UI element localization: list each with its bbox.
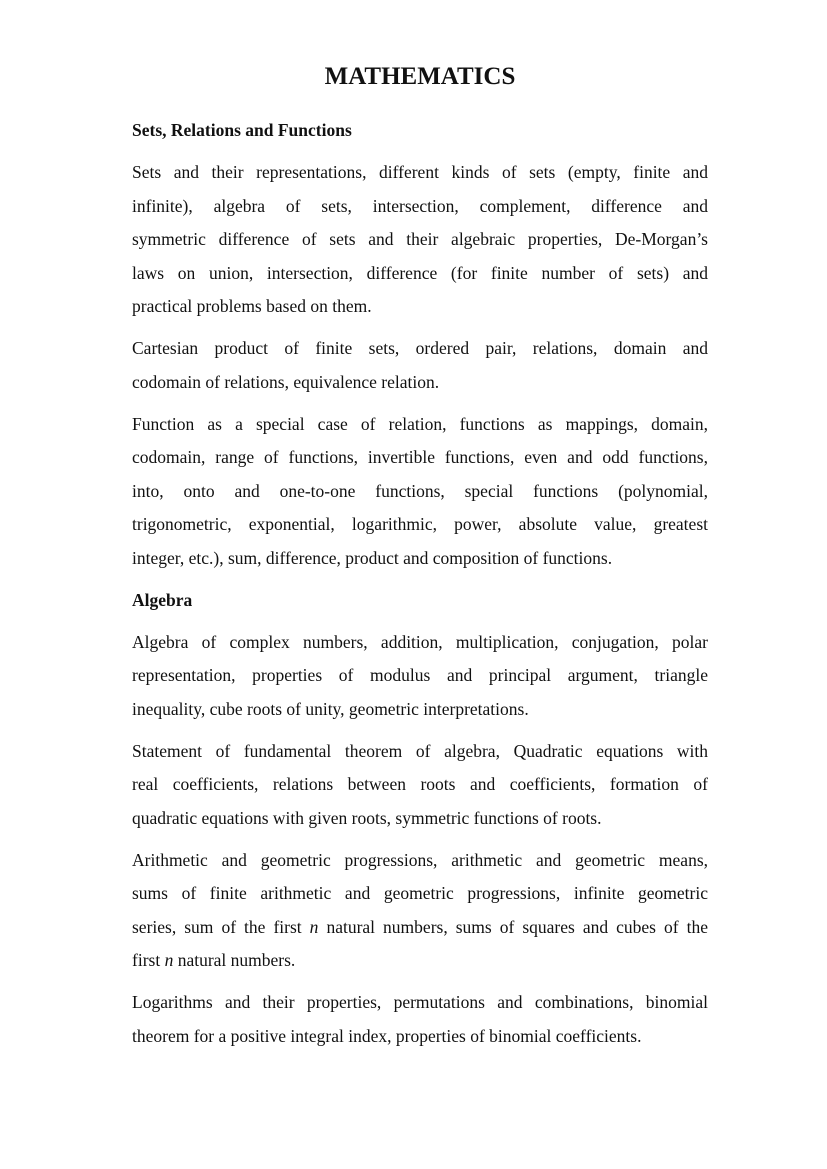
text-line: real coefficients, relations between roots and coefficients, formation of [132,774,708,794]
text-line: inequality, cube roots of unity, geometric interpretations. [132,698,529,719]
paragraph [132,986,708,1053]
sections [132,114,708,1053]
paragraph [132,844,708,978]
text-line: codomain, range of functions, invertible functions, even and odd functions, [132,447,708,467]
text-line: Sets and their representations, different kinds of sets (empty, finite and [132,162,708,182]
text-line: Algebra of complex numbers, addition, multiplication, conjugation, polar [132,631,708,652]
paragraph [132,332,708,399]
text-line: theorem for a positive integral index, properties of binomial coefficients. [132,1025,642,1046]
text-line: Statement of fundamental theorem of algebra, Quadratic equations with [132,740,708,761]
text-line: practical problems based on them. [132,296,372,316]
text-line: Logarithms and their properties, permutations and combinations, binomial [132,992,708,1012]
paragraph [132,156,708,324]
text-line: into, onto and one-to-one functions, special functions (polynomial, [132,480,708,501]
paragraph [132,626,708,727]
text-line: quadratic equations with given roots, symmetric functions of roots. [132,807,602,828]
text-line: infinite), algebra of sets, intersection, complement, difference and [132,195,708,216]
section-heading: Sets, Relations and Functions [132,120,352,140]
text-line: Cartesian product of finite sets, ordered pair, relations, domain and [132,338,708,358]
text-line: laws on union, intersection, difference (for finite number of sets) and [132,262,708,283]
text-line: Arithmetic and geometric progressions, arithmetic and geometric means, [132,849,708,870]
text-line: sums of finite arithmetic and geometric progressions, infinite geometric [132,883,708,903]
text-line: series, sum of the first n natural numbers, sums of squares and cubes of the [132,916,708,937]
document-page [132,60,708,1062]
text-line: Function as a special case of relation, functions as mappings, domain, [132,413,708,434]
text-line: trigonometric, exponential, logarithmic, power, absolute value, greatest [132,514,708,534]
text-line: integer, etc.), sum, difference, product and composition of functions. [132,547,613,568]
paragraph [132,735,708,836]
text-line: representation, properties of modulus and principal argument, triangle [132,665,708,685]
text-line: symmetric difference of sets and their algebraic properties, De-Morgan’s [132,229,708,249]
paragraph [132,408,708,576]
italic-variable: n [309,916,319,937]
text-line: first n natural numbers. [132,950,296,970]
text-line: codomain of relations, equivalence relation. [132,371,440,392]
page-title: MATHEMATICS [324,63,516,90]
italic-variable: n [164,950,174,970]
section-heading: Algebra [132,589,193,610]
